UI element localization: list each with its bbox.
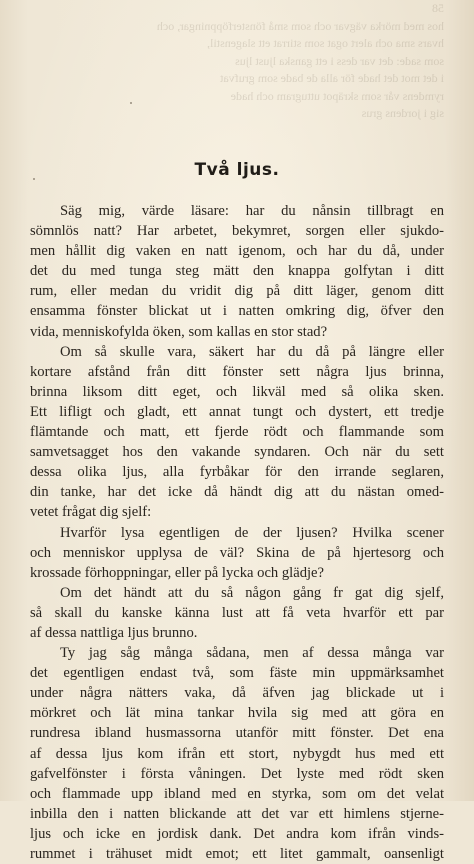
text-line: brinna liksom ditt eget, och likväl med så olika sken. xyxy=(30,383,444,400)
text-line: dessa olika ljus, alla fyrbåkar för den irrande seglaren, xyxy=(30,464,444,481)
text-line: det du med tunga steg mätt den knappa golfytan i ditt xyxy=(30,263,444,280)
text-line: så skall du kanske känna lust att få veta hvarför ett par xyxy=(30,604,444,621)
bleed-line: i det mot det hade för alla de bade som grufvat xyxy=(220,71,444,85)
text-line: det egentligen endast två, som fäste min uppmärksamhet xyxy=(30,665,444,682)
text-line: Om så skulle vara, säkert har du då på längre eller xyxy=(60,343,444,360)
bleed-line: sig i jordens grus xyxy=(361,106,444,120)
text-line: Hvarför lysa egentligen de der ljusen? Hvilka scener xyxy=(60,524,444,541)
text-line: flämtande och matt, ett fjerde rödt och flammande som xyxy=(30,424,444,441)
text-line: kortare afstånd från ditt fönster sett några ljus brinna, xyxy=(30,363,444,380)
text-line: och flammade upp ibland med en styrka, som om det velat xyxy=(30,785,444,802)
text-line: gafvelfönster i första våningen. Det lyste med rödt sken xyxy=(30,765,444,782)
text-line: men hållit dig vaken en natt igenom, och har du då, under xyxy=(30,243,444,260)
text-line: sömnlös natt? Har arbetet, bekymret, sorgen eller sjukdo- xyxy=(30,223,444,240)
text-line: samvetsagget hos den vakande syndaren. Och när du sett xyxy=(30,444,444,461)
text-line: Om det händt att du så någon gång fr gat dig sjelf, xyxy=(60,584,444,601)
text-line: Säg mig, värde läsare: har du nånsin tillbragt en xyxy=(60,203,444,219)
text-line: ensamma fönster blickat ut i natten omkring dig, öfver den xyxy=(30,303,444,320)
text-line: Ett lifligt och gladt, ett annat tungt och dystert, ett tredje xyxy=(30,403,444,420)
text-line: din tanke, har det icke då händt dig att du nästan omed- xyxy=(30,484,444,501)
text-line: af dessa ljus kom ifrån ett stort, nybygdt hus med ett xyxy=(30,745,444,762)
text-line: och menniskor upplysa de väl? Skina de på hjertesorg och xyxy=(30,544,444,561)
text-line: ljus och icke en jordisk dank. Det andra kom ifrån vinds- xyxy=(30,825,444,842)
text-line: rummet i trähuset midt emot; ett litet gammalt, oansenligt xyxy=(30,846,444,862)
bleed-line: som sade: det var dess i ett ganska ljust ljus xyxy=(235,53,444,68)
reverse-page-bleed-through xyxy=(0,0,474,150)
text-line: vida, menniskofylda öken, som kallas en stor stad? xyxy=(30,323,328,340)
text-line: rum, eller medan du vridit dig på ditt läger, genom ditt xyxy=(30,283,444,300)
bleed-line: hos med mörka vägvar och som små fönsterföppningar, och xyxy=(156,18,444,33)
chapter-title: Två ljus. xyxy=(194,160,280,180)
chapter-body xyxy=(30,201,444,864)
text-line: Ty jag såg många sådana, men af dessa många var xyxy=(60,645,444,662)
text-line: mörkret och lät mina tankar hvila sig med att göra en xyxy=(30,705,444,722)
text-line: rundresa ibland husmassorna utanför mitt fönster. Det ena xyxy=(30,725,444,742)
text-line: under några nätters vaka, då äfven jag blickade ut i xyxy=(30,685,444,702)
text-line: vetet frågat dig sjelf: xyxy=(30,504,152,521)
bleed-line: hvars sma och alert ogat som stirrat ett slagenstil, xyxy=(207,36,444,50)
print-speck xyxy=(130,102,132,104)
text-line: af dessa nattliga ljus brunno. xyxy=(30,624,198,641)
bleed-line: 58 xyxy=(432,1,444,15)
text-line: krossade förhoppningar, eller på lycka och glädje? xyxy=(30,564,325,581)
text-line: inbilla den i natten blickande att det var ett himlens stjerne- xyxy=(30,805,444,822)
bleed-line: rymdens vår som skräpot uttugram och hade xyxy=(230,88,444,103)
